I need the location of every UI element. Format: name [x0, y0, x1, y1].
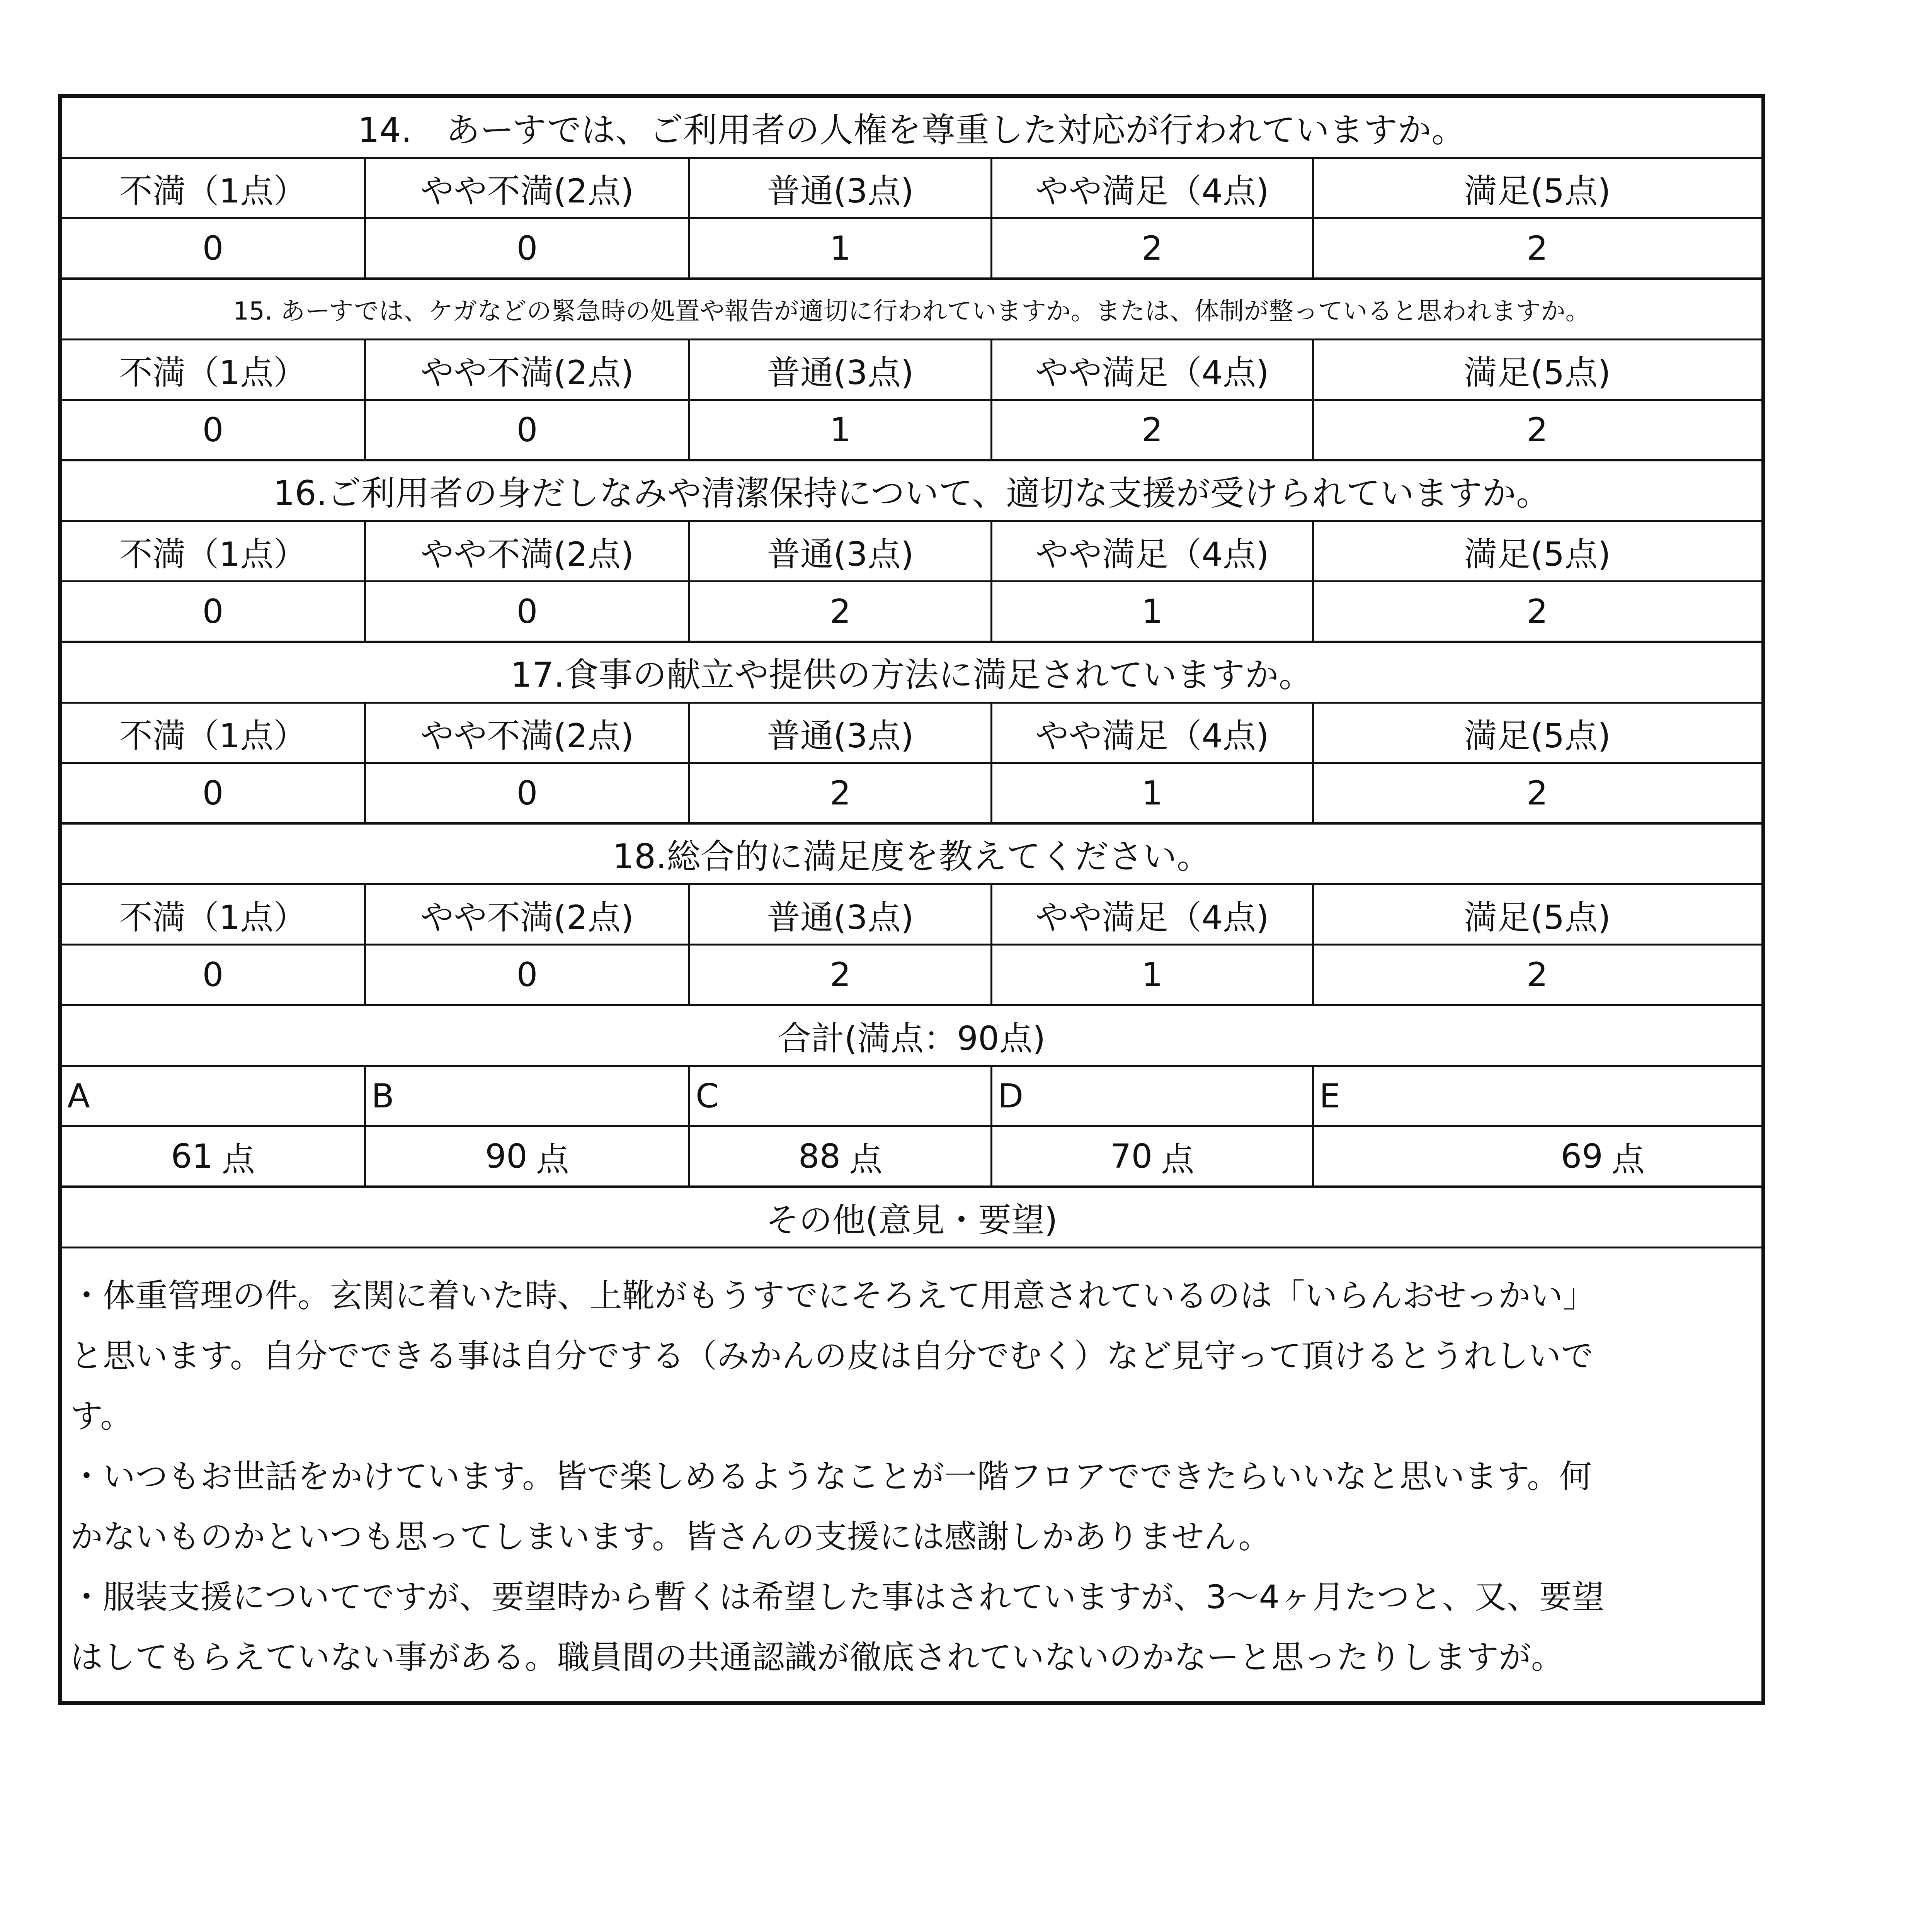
- respondent-label: A: [67, 1077, 90, 1116]
- other-comments-title: その他(意見・要望): [766, 1201, 1058, 1240]
- question-title: 16.ご利用者の身だしなみや清潔保持について、適切な支援が受けられていますか。: [273, 473, 1550, 513]
- respondent-label: B: [364, 1067, 688, 1125]
- rating-option: 普通(3点): [688, 159, 990, 217]
- rating-count-row: [62, 762, 1761, 822]
- comment-line: かないものかといつも思ってしまいます。皆さんの支援には感謝しかありません。: [70, 1518, 1271, 1556]
- comment-line: はしてもらえていない事がある。職員間の共通認識が徹底されていないのかなーと思ったりしますが。: [70, 1638, 1564, 1676]
- rating-option: やや不満(2点): [364, 340, 688, 399]
- rating-count: 0: [364, 764, 688, 822]
- score-unit: 点: [1611, 1140, 1645, 1179]
- rating-count: 0: [202, 955, 224, 994]
- rating-option: やや満足（4点): [990, 522, 1312, 580]
- rating-header-row: [62, 338, 1761, 399]
- question-block-17: [62, 641, 1761, 822]
- question-block-18: [62, 822, 1761, 1004]
- rating-option: やや不満(2点): [364, 159, 688, 217]
- rating-count: 1: [990, 582, 1312, 641]
- comments-body: [62, 1247, 1761, 1701]
- rating-option: 満足(5点): [1312, 159, 1761, 217]
- rating-option: 不満（1点）: [119, 172, 307, 211]
- rating-count: 1: [688, 401, 990, 459]
- rating-option: 不満（1点）: [119, 535, 307, 574]
- rating-option: 普通(3点): [688, 522, 990, 580]
- rating-count: 2: [1312, 219, 1761, 277]
- comment-line: す。: [70, 1397, 133, 1435]
- score-unit: 点: [849, 1140, 883, 1179]
- score-value: 69: [1560, 1137, 1603, 1176]
- rating-count: 2: [688, 764, 990, 822]
- score-value: 88: [798, 1137, 841, 1176]
- score-unit: 点: [536, 1140, 569, 1179]
- question-title: 14. あーすでは、ご利用者の人権を尊重した対応が行われていますか。: [357, 110, 1466, 150]
- other-comments-block: [62, 1185, 1761, 1701]
- question-title: 17.食事の献立や提供の方法に満足されていますか。: [510, 655, 1313, 695]
- respondent-score: [364, 1127, 688, 1185]
- question-block-15: [62, 277, 1761, 459]
- respondent-label: E: [1312, 1067, 1761, 1125]
- comment-line: ・いつもお世話をかけています。皆で楽しめるようなことが一階フロアでできたらいいなと思います。何: [70, 1458, 1592, 1495]
- rating-count: 2: [990, 401, 1312, 459]
- rating-option: やや不満(2点): [364, 522, 688, 580]
- rating-option: 満足(5点): [1312, 885, 1761, 944]
- rating-option: やや満足（4点): [990, 340, 1312, 399]
- rating-count-row: [62, 217, 1761, 277]
- rating-count-row: [62, 944, 1761, 1004]
- rating-count: 2: [1312, 764, 1761, 822]
- respondent-score-row: [62, 1125, 1761, 1185]
- rating-option: 満足(5点): [1312, 340, 1761, 399]
- rating-option: 普通(3点): [688, 704, 990, 762]
- rating-count: 0: [364, 401, 688, 459]
- score-unit: 点: [1161, 1140, 1195, 1179]
- rating-count: 1: [688, 219, 990, 277]
- rating-option: 不満（1点）: [119, 898, 307, 937]
- rating-count-row: [62, 399, 1761, 459]
- question-block-16: [62, 459, 1761, 641]
- respondent-label-row: [62, 1065, 1761, 1125]
- score-value: 61: [171, 1137, 213, 1176]
- rating-header-row: [62, 702, 1761, 762]
- score-value: 90: [485, 1137, 527, 1176]
- question-title: 18.総合的に満足度を教えてください。: [613, 837, 1211, 876]
- rating-option: やや不満(2点): [364, 704, 688, 762]
- rating-count: 2: [688, 582, 990, 641]
- comment-line: と思います。自分でできる事は自分でする（みかんの皮は自分でむく）など見守って頂けるとうれしいで: [70, 1337, 1594, 1375]
- rating-count: 1: [990, 764, 1312, 822]
- rating-option: やや満足（4点): [990, 885, 1312, 944]
- rating-header-row: [62, 157, 1761, 217]
- rating-option: やや満足（4点): [990, 704, 1312, 762]
- respondent-score: [990, 1127, 1312, 1185]
- rating-count: 1: [990, 946, 1312, 1004]
- rating-count: 2: [990, 219, 1312, 277]
- rating-count: 0: [202, 410, 224, 449]
- rating-option: やや不満(2点): [364, 885, 688, 944]
- rating-count-row: [62, 580, 1761, 641]
- rating-header-row: [62, 883, 1761, 944]
- totals-block: [62, 1004, 1761, 1185]
- survey-results-table: [58, 94, 1765, 1705]
- rating-count: 0: [364, 582, 688, 641]
- rating-option: 満足(5点): [1312, 522, 1761, 580]
- rating-option: 不満（1点）: [119, 353, 307, 392]
- respondent-label: D: [990, 1067, 1312, 1125]
- rating-count: 0: [202, 592, 224, 631]
- rating-option: 普通(3点): [688, 340, 990, 399]
- rating-option: 満足(5点): [1312, 704, 1761, 762]
- rating-count: 0: [202, 229, 224, 268]
- rating-header-row: [62, 520, 1761, 580]
- rating-count: 2: [1312, 401, 1761, 459]
- respondent-score: [1312, 1127, 1761, 1185]
- rating-count: 2: [1312, 582, 1761, 641]
- rating-count: 0: [364, 946, 688, 1004]
- respondent-score: [62, 1127, 364, 1185]
- rating-count: 0: [364, 219, 688, 277]
- totals-title: 合計(満点：90点): [778, 1019, 1046, 1058]
- question-title: 15. あーすでは、ケガなどの緊急時の処置や報告が適切に行われていますか。または、体制が整っていると思われますか。: [233, 297, 1590, 326]
- rating-count: 2: [1312, 946, 1761, 1004]
- rating-count: 0: [202, 774, 224, 813]
- comment-line: ・体重管理の件。玄関に着いた時、上靴がもうすでにそろえて用意されているのは「いらんおせっかい」: [70, 1277, 1596, 1315]
- rating-option: 不満（1点）: [119, 716, 307, 755]
- score-value: 70: [1110, 1137, 1153, 1176]
- score-unit: 点: [221, 1140, 255, 1179]
- rating-option: 普通(3点): [688, 885, 990, 944]
- rating-count: 2: [688, 946, 990, 1004]
- comment-line: ・服装支援についてですが、要望時から暫くは希望した事はされていますが、3〜4ヶ月たつと、又、要望: [70, 1578, 1605, 1616]
- respondent-label: C: [688, 1067, 990, 1125]
- question-block-14: [62, 98, 1761, 277]
- rating-option: やや満足（4点): [990, 159, 1312, 217]
- respondent-score: [688, 1127, 990, 1185]
